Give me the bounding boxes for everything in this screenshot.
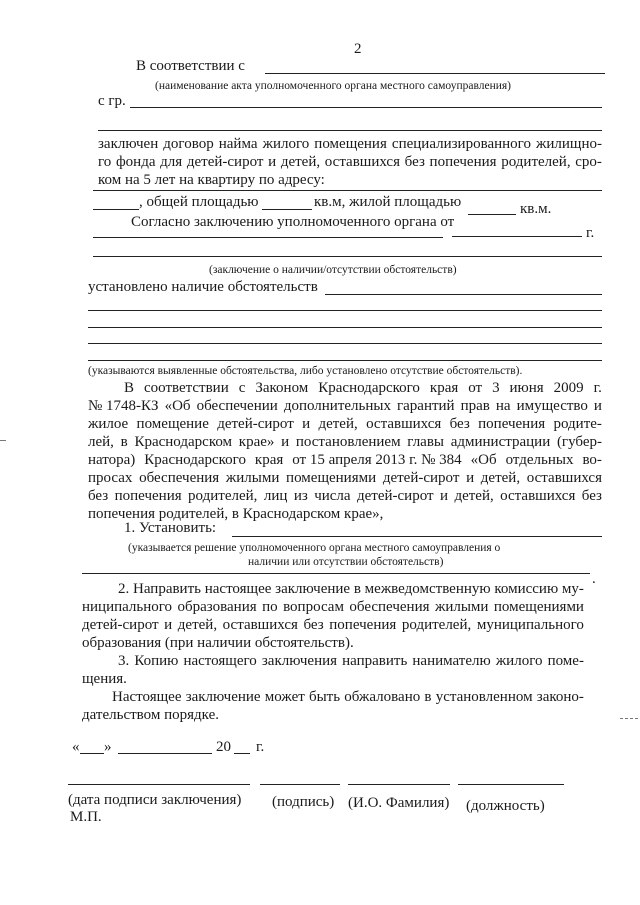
word: 3. <box>118 653 130 669</box>
stamp-label: М.П. <box>70 809 102 825</box>
word: Копию <box>134 653 179 669</box>
scan-margin-mark-left <box>0 440 6 441</box>
decision-caption-a: (указывается решение уполномоченного органа местного самоуправления о <box>128 542 501 554</box>
appeal-line-2: дательством порядке. <box>82 707 219 723</box>
word: договор <box>163 136 214 152</box>
scan-margin-mark <box>620 718 638 719</box>
citizen-line <box>130 107 602 108</box>
law-line-5 <box>88 451 602 469</box>
word: жилого <box>495 653 543 669</box>
word: прав <box>460 398 490 414</box>
word: и <box>466 470 475 486</box>
word: жилыми <box>225 470 280 486</box>
word: заключен <box>98 136 159 152</box>
word: крае» <box>238 434 275 450</box>
position-line <box>458 784 564 785</box>
word: в <box>424 689 432 705</box>
year-prefix: 20 <box>216 739 231 755</box>
conclusion-line-1 <box>93 237 443 238</box>
word: фонда <box>115 154 156 170</box>
word: Краснодарского <box>318 380 420 396</box>
word: и <box>281 434 290 450</box>
circumstances-caption: (указываются выявленные обстоятельства, либо установлено отсутствие обстоятельств). <box>88 365 523 377</box>
word: помещение <box>136 416 209 432</box>
word: ниципального <box>82 599 173 615</box>
word: Краснодарском <box>134 434 233 450</box>
word: попечения <box>429 154 497 170</box>
word: образования <box>177 599 257 615</box>
circumstances-line-4 <box>88 343 602 344</box>
contract-line-2 <box>98 153 602 171</box>
word: Настоящее <box>112 689 182 705</box>
word: жилое <box>88 416 129 432</box>
law-line-3 <box>88 415 602 433</box>
word: родите- <box>553 416 602 432</box>
word: помещения <box>314 136 387 152</box>
word: родителей, <box>188 488 258 504</box>
word: 3 <box>492 380 500 396</box>
word: и <box>164 617 173 633</box>
word: натора) <box>88 452 136 468</box>
word: лиц <box>263 488 288 504</box>
circumstances-line-5 <box>88 360 602 361</box>
word: из <box>293 488 308 504</box>
item-2-line-4: образования (при наличии обстоятельств). <box>82 635 354 651</box>
item-2-line-3 <box>82 616 584 634</box>
word: попечения <box>329 617 397 633</box>
word: помещениями <box>286 470 377 486</box>
word: июня <box>509 380 544 396</box>
established-label: установлено наличие обстоятельств <box>88 279 318 295</box>
decision-trailing-dot: . <box>592 571 596 587</box>
word: детей-сирот <box>217 416 294 432</box>
circumstances-line-3 <box>88 327 602 328</box>
word: жилыми <box>434 599 489 615</box>
word: и <box>268 154 277 170</box>
item-3-line-2: щения. <box>82 671 127 687</box>
word: лей, <box>88 434 114 450</box>
address-end-line <box>93 209 139 210</box>
word: муниципального <box>476 617 584 633</box>
conclusion-caption: (заключение о наличии/отсутствии обстоятельств) <box>209 264 457 276</box>
word: и <box>439 488 449 504</box>
word: Краснодарского <box>144 452 246 468</box>
address-line <box>93 190 602 191</box>
item-1-label: 1. Установить: <box>124 520 217 536</box>
contract-line-3: ком на 5 лет на квартиру по адресу: <box>98 172 325 188</box>
word: № 1748-КЗ <box>88 398 159 414</box>
circumstances-line-1 <box>325 294 602 295</box>
word: числа <box>314 488 351 504</box>
act-name-caption: (наименование акта уполномоченного органа местного самоуправления) <box>155 80 512 92</box>
conclusion-line-2 <box>93 256 602 257</box>
word: обеспечения <box>349 599 430 615</box>
word: попечения <box>478 416 546 432</box>
word: просах <box>88 470 133 486</box>
word: обжаловано <box>344 689 421 705</box>
circumstances-line-2 <box>88 310 602 311</box>
appeal-line-1 <box>112 688 584 706</box>
word: Направить <box>133 581 201 597</box>
word: детей, <box>177 617 218 633</box>
law-line-6 <box>88 469 602 487</box>
law-line-7 <box>88 487 602 505</box>
word: сро- <box>575 154 602 170</box>
page-number: 2 <box>354 41 362 57</box>
signature-date-line <box>68 784 250 785</box>
word: го <box>98 154 112 170</box>
word: отдельных <box>505 452 574 468</box>
word: края <box>254 452 284 468</box>
word: в <box>120 434 128 450</box>
word: без <box>404 154 425 170</box>
word: заключение <box>185 689 261 705</box>
signature-line <box>260 784 340 785</box>
word: му- <box>561 581 584 597</box>
word: оставшихся <box>366 416 442 432</box>
name-line <box>348 784 450 785</box>
word: детей-сирот <box>186 154 264 170</box>
word: родителей, <box>501 154 571 170</box>
item-3-line-1 <box>118 652 584 670</box>
word: и <box>593 398 602 414</box>
word: настоящее <box>204 581 272 597</box>
word: оставшихся <box>222 617 298 633</box>
act-name-line <box>265 73 605 74</box>
decision-line-2 <box>82 573 590 574</box>
word: В <box>124 380 135 396</box>
word: детей, <box>480 470 521 486</box>
word: жилищно- <box>536 136 602 152</box>
word: обеспечения <box>139 470 220 486</box>
word: обеспечении <box>196 398 278 414</box>
word: в <box>353 581 361 597</box>
word: главы <box>407 434 444 450</box>
word: 2. <box>118 581 130 597</box>
contract-line-1 <box>98 135 602 153</box>
item-2-line-1 <box>118 580 584 598</box>
word: от <box>468 380 483 396</box>
word: дополнительных <box>283 398 391 414</box>
area-prefix: , общей площадью <box>139 194 259 210</box>
word: оставшихся <box>324 154 400 170</box>
law-line-1 <box>124 379 602 397</box>
word: 2009 <box>553 380 584 396</box>
conclusion-year-suffix: г. <box>586 225 595 241</box>
citizen-line-2 <box>98 130 602 131</box>
decision-caption-b: наличии или отсутствии обстоятельств) <box>248 556 444 568</box>
word: помещениями <box>493 599 584 615</box>
word: края <box>429 380 459 396</box>
law-line-8: попечения родителей, в Краснодарском крае», <box>88 506 384 522</box>
word: для <box>160 154 183 170</box>
word: администрации <box>450 434 551 450</box>
word: «Об <box>470 452 497 468</box>
item-2-line-2 <box>82 598 584 616</box>
word: детей, <box>280 154 321 170</box>
position-caption: (должность) <box>466 798 545 814</box>
word: без <box>449 416 470 432</box>
word: гарантий <box>396 398 455 414</box>
year-suffix: г. <box>256 739 265 755</box>
word: г. <box>593 380 602 396</box>
word: во- <box>582 452 602 468</box>
citizen-label: с гр. <box>98 93 126 109</box>
word: комиссию <box>494 581 559 597</box>
word: без <box>581 488 602 504</box>
word: настоящего <box>183 653 257 669</box>
word: установленном <box>435 689 533 705</box>
word: имущество <box>516 398 588 414</box>
word: от 15 апреля 2013 г. № 384 <box>292 452 462 468</box>
word: может <box>264 689 305 705</box>
date-close-quote: » <box>104 739 112 755</box>
according-to-label: В соответствии с <box>136 58 245 74</box>
signature-date-caption: (дата подписи заключения) <box>68 792 242 808</box>
law-line-4 <box>88 433 602 451</box>
word: без <box>303 617 324 633</box>
word: на <box>495 398 511 414</box>
word: заключения <box>261 653 338 669</box>
word: «Об <box>164 398 191 414</box>
word: Законом <box>255 380 309 396</box>
word: межведомственную <box>364 581 491 597</box>
word: найма <box>218 136 258 152</box>
word: оставшихся <box>526 470 602 486</box>
word: попечения <box>114 488 182 504</box>
area-unit-1: кв.м, жилой площадью <box>314 194 462 210</box>
word: детей-сирот <box>356 488 434 504</box>
day-blank <box>80 753 104 754</box>
decision-line <box>232 536 602 537</box>
word: соответствии <box>143 380 229 396</box>
word: жилого <box>262 136 310 152</box>
month-blank <box>118 753 212 754</box>
law-line-2 <box>88 397 602 415</box>
word: детей, <box>318 416 358 432</box>
word: оставшихся <box>500 488 576 504</box>
word: законо- <box>536 689 584 705</box>
word: направить <box>342 653 408 669</box>
word: заключение <box>275 581 351 597</box>
word: и <box>302 416 311 432</box>
word: по <box>262 599 278 615</box>
word: с <box>238 380 246 396</box>
word: детей, <box>454 488 494 504</box>
conclusion-date-blank <box>452 236 582 237</box>
conclusion-label: Согласно заключению уполномоченного органа от <box>131 214 455 230</box>
word: без <box>88 488 109 504</box>
word: вопросам <box>283 599 344 615</box>
word: постановлением <box>295 434 401 450</box>
date-open-quote: « <box>72 739 80 755</box>
area-unit-2: кв.м. <box>520 201 552 217</box>
word: детей-сирот <box>382 470 460 486</box>
word: родителей, <box>401 617 472 633</box>
year-blank <box>234 753 250 754</box>
word: нанимателю <box>412 653 491 669</box>
living-area-blank <box>468 214 516 215</box>
word: детей-сирот <box>82 617 159 633</box>
word: поме- <box>547 653 584 669</box>
signature-caption: (подпись) <box>272 794 335 810</box>
total-area-blank <box>262 209 312 210</box>
word: специализированного <box>391 136 531 152</box>
word: быть <box>308 689 341 705</box>
name-caption: (И.О. Фамилия) <box>348 795 450 811</box>
word: (губер- <box>556 434 602 450</box>
